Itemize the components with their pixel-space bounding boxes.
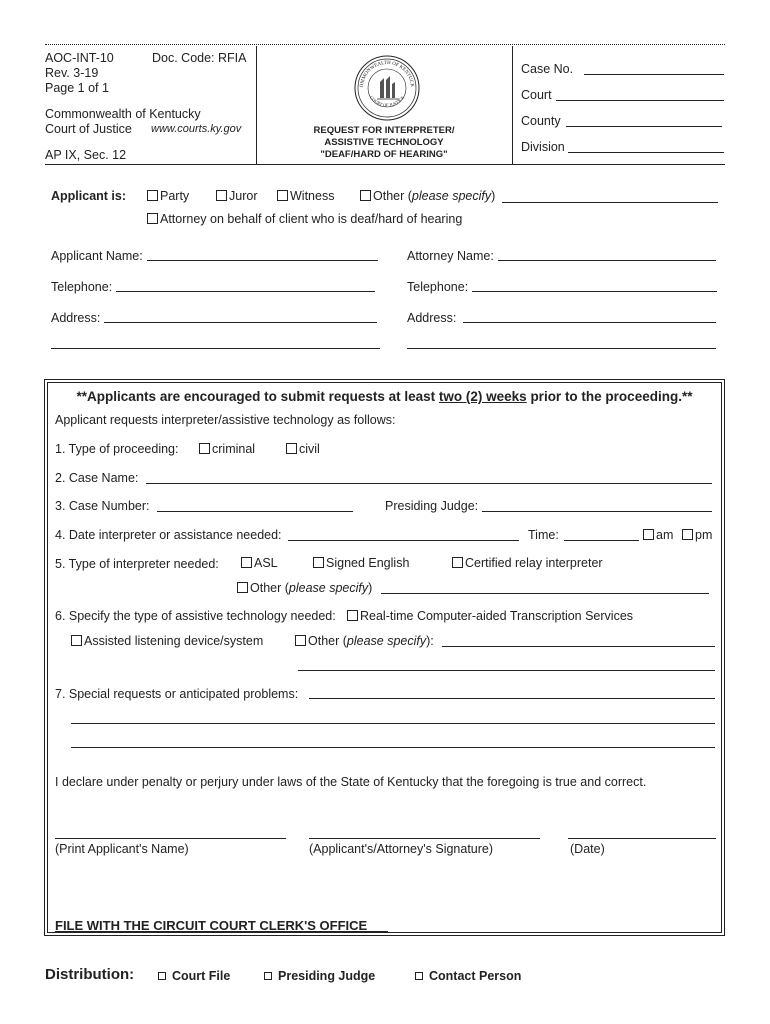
court-file-label: Court File xyxy=(172,969,231,983)
other-option[interactable] xyxy=(360,189,495,203)
request-intro: Applicant requests interpreter/assistive technology as follows: xyxy=(55,413,396,427)
ap-section: AP IX, Sec. 12 xyxy=(45,148,127,162)
special-requests-line2[interactable] xyxy=(71,723,715,724)
technology-other-specify: please specify xyxy=(346,634,427,648)
court-file-checkbox[interactable] xyxy=(158,972,166,980)
form-title-line1: REQUEST FOR INTERPRETER/ xyxy=(313,125,455,136)
seal-top-text: OMMONWEALTH OF KENTUCK xyxy=(359,60,415,88)
date-field[interactable] xyxy=(568,838,716,839)
time-field[interactable] xyxy=(564,540,639,541)
attorney-option-label: Attorney on behalf of client who is deaf/hard of hearing xyxy=(160,212,463,226)
address-field[interactable] xyxy=(104,322,377,323)
civil-option[interactable] xyxy=(286,442,320,456)
doc-code: Doc. Code: RFIA xyxy=(152,51,247,65)
civil-checkbox[interactable] xyxy=(286,443,297,454)
notice-post: prior to the proceeding.** xyxy=(526,389,693,404)
juror-option[interactable] xyxy=(216,189,257,203)
presiding-judge-label: Presiding Judge: xyxy=(385,499,479,513)
telephone-field[interactable] xyxy=(116,291,375,292)
notice-two-weeks: two (2) weeks xyxy=(438,389,527,404)
website: www.courts.ky.gov xyxy=(151,123,242,135)
court-label: Court xyxy=(521,88,552,102)
pm-label: pm xyxy=(695,528,713,542)
asl-checkbox[interactable] xyxy=(241,557,252,568)
distribution-court-file[interactable] xyxy=(158,969,230,983)
interpreter-other-close: ) xyxy=(368,581,373,595)
asl-option[interactable] xyxy=(241,556,278,570)
distribution-presiding-judge[interactable] xyxy=(264,969,375,983)
applicant-name-field[interactable] xyxy=(147,260,378,261)
certified-relay-checkbox[interactable] xyxy=(452,557,463,568)
pm-checkbox[interactable] xyxy=(682,529,693,540)
file-with-underline xyxy=(55,931,388,932)
attorney-telephone-field[interactable] xyxy=(472,291,717,292)
realtime-label: Real-time Computer-aided Transcription Services xyxy=(360,609,634,623)
county-label: County xyxy=(521,114,561,128)
attorney-name-label: Attorney Name: xyxy=(407,249,494,263)
print-name-field[interactable] xyxy=(55,838,286,839)
signature-caption: (Applicant's/Attorney's Signature) xyxy=(309,842,494,856)
submission-notice xyxy=(47,389,722,404)
criminal-label: criminal xyxy=(212,442,256,456)
time-label: Time: xyxy=(528,528,559,542)
date-caption: (Date) xyxy=(570,842,605,856)
criminal-checkbox[interactable] xyxy=(199,443,210,454)
telephone-label: Telephone: xyxy=(51,280,113,294)
presiding-judge-field[interactable] xyxy=(482,511,712,512)
applicant-is-label: Applicant is: xyxy=(51,189,127,203)
case-name-field[interactable] xyxy=(146,483,712,484)
interpreter-other-option[interactable] xyxy=(237,581,372,595)
am-label: am xyxy=(656,528,674,542)
am-option[interactable] xyxy=(643,528,673,542)
division-label: Division xyxy=(521,140,565,154)
case-no-field[interactable] xyxy=(584,74,724,75)
interpreter-other-field[interactable] xyxy=(381,593,709,594)
pm-option[interactable] xyxy=(682,528,712,542)
distribution-label: Distribution: xyxy=(45,966,135,983)
assisted-listening-checkbox[interactable] xyxy=(71,635,82,646)
technology-other-checkbox[interactable] xyxy=(295,635,306,646)
case-no-label: Case No. xyxy=(521,62,574,76)
court-of-justice: Court of Justice xyxy=(45,122,132,136)
attorney-address-label: Address: xyxy=(407,311,457,325)
signed-english-label: Signed English xyxy=(326,556,410,570)
certified-relay-option[interactable] xyxy=(452,556,603,570)
party-option[interactable] xyxy=(147,189,189,203)
interpreter-other-specify: please specify xyxy=(288,581,369,595)
date-needed-field[interactable] xyxy=(288,540,519,541)
criminal-option[interactable] xyxy=(199,442,255,456)
witness-label: Witness xyxy=(290,189,335,203)
form-id: AOC-INT-10 xyxy=(45,51,114,65)
other-label: Other ( xyxy=(373,189,412,203)
q2-label: 2. Case Name: xyxy=(55,471,139,485)
assisted-listening-option[interactable] xyxy=(71,634,263,648)
am-checkbox[interactable] xyxy=(643,529,654,540)
attorney-telephone-label: Telephone: xyxy=(407,280,469,294)
signature-field[interactable] xyxy=(309,838,540,839)
signed-english-checkbox[interactable] xyxy=(313,557,324,568)
address-field-line2[interactable] xyxy=(51,348,380,349)
attorney-name-field[interactable] xyxy=(498,260,716,261)
technology-other-option[interactable] xyxy=(295,634,434,648)
witness-option[interactable] xyxy=(277,189,334,203)
revision: Rev. 3-19 xyxy=(45,66,99,80)
print-name-caption: (Print Applicant's Name) xyxy=(55,842,189,856)
commonwealth: Commonwealth of Kentucky xyxy=(45,107,201,121)
attorney-checkbox[interactable] xyxy=(147,213,158,224)
seal-bottom-text: COURT OF JUSTICE xyxy=(368,95,406,108)
witness-checkbox[interactable] xyxy=(277,190,288,201)
q7-label: 7. Special requests or anticipated problems: xyxy=(55,687,299,701)
q1-label: 1. Type of proceeding: xyxy=(55,442,179,456)
interpreter-other-checkbox[interactable] xyxy=(237,582,248,593)
address-label: Address: xyxy=(51,311,101,325)
special-requests-field[interactable] xyxy=(309,698,715,699)
other-specify-label: please specify xyxy=(411,189,492,203)
assisted-listening-label: Assisted listening device/system xyxy=(84,634,264,648)
division-field[interactable] xyxy=(568,152,724,153)
civil-label: civil xyxy=(299,442,320,456)
contact-person-label: Contact Person xyxy=(429,969,522,983)
juror-label: Juror xyxy=(229,189,258,203)
other-close-paren: ) xyxy=(491,189,496,203)
certified-relay-label: Certified relay interpreter xyxy=(465,556,603,570)
juror-checkbox[interactable] xyxy=(216,190,227,201)
court-seal xyxy=(353,54,421,122)
technology-other-field-line2[interactable] xyxy=(298,670,715,671)
page-number: Page 1 of 1 xyxy=(45,81,109,95)
header-top-rule xyxy=(45,44,725,45)
header-divider-right xyxy=(512,46,513,164)
header-bottom-rule xyxy=(45,164,725,165)
signed-english-option[interactable] xyxy=(313,556,409,570)
contact-person-checkbox[interactable] xyxy=(415,972,423,980)
special-requests-line3[interactable] xyxy=(71,747,715,748)
realtime-checkbox[interactable] xyxy=(347,610,358,621)
form-title-line3: "DEAF/HARD OF HEARING" xyxy=(320,149,448,160)
q5-label: 5. Type of interpreter needed: xyxy=(55,557,219,571)
distribution-contact-person[interactable] xyxy=(415,969,521,983)
attorney-address-field-line2[interactable] xyxy=(407,348,716,349)
court-field[interactable] xyxy=(556,100,724,101)
q3-label: 3. Case Number: xyxy=(55,499,150,513)
notice-pre: **Applicants are encouraged to submit requests at least xyxy=(76,389,439,404)
q6-label: 6. Specify the type of assistive technology needed: xyxy=(55,609,336,623)
attorney-address-field[interactable] xyxy=(463,322,716,323)
declaration: I declare under penalty or perjury under laws of the State of Kentucky that the foregoing is true and correct. xyxy=(55,775,647,789)
form-title-line2: ASSISTIVE TECHNOLOGY xyxy=(324,137,444,148)
other-checkbox[interactable] xyxy=(360,190,371,201)
party-checkbox[interactable] xyxy=(147,190,158,201)
county-field[interactable] xyxy=(566,126,722,127)
applicant-name-label: Applicant Name: xyxy=(51,249,143,263)
presiding-judge-checkbox[interactable] xyxy=(264,972,272,980)
realtime-option[interactable] xyxy=(347,609,633,623)
case-number-field[interactable] xyxy=(157,511,353,512)
presiding-judge-dist-label: Presiding Judge xyxy=(278,969,376,983)
asl-label: ASL xyxy=(254,556,278,570)
file-with-clerk: FILE WITH THE CIRCUIT COURT CLERK'S OFFICE xyxy=(55,918,368,933)
attorney-option[interactable] xyxy=(147,212,462,226)
technology-other-label: Other ( xyxy=(308,634,347,648)
q4-label: 4. Date interpreter or assistance needed: xyxy=(55,528,282,542)
interpreter-other-label: Other ( xyxy=(250,581,289,595)
party-label: Party xyxy=(160,189,190,203)
technology-other-close: ): xyxy=(426,634,434,648)
technology-other-field[interactable] xyxy=(442,646,715,647)
other-specify-field[interactable] xyxy=(502,202,718,203)
